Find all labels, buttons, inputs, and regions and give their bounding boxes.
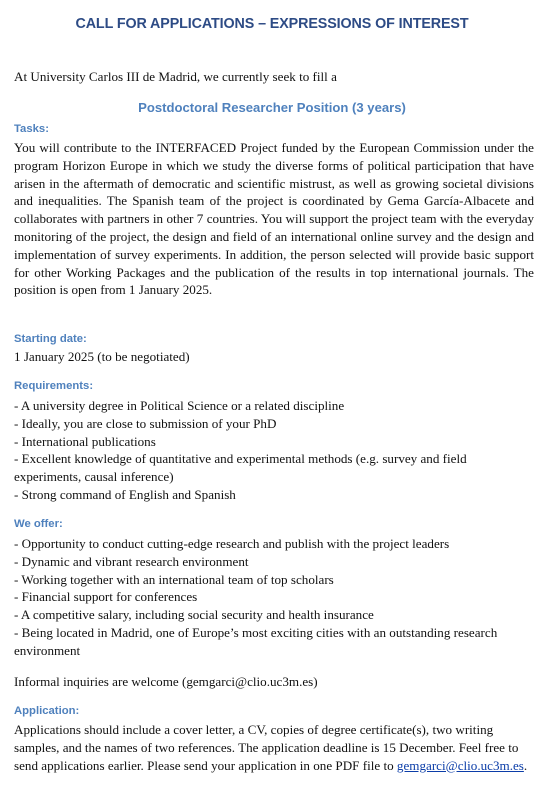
intro-text: At University Carlos III de Madrid, we currently seek to fill a [14,69,337,84]
offer-item: - A competitive salary, including social security and health insurance [14,607,374,623]
application-heading: Application: [14,705,80,717]
starting-date-heading: Starting date: [14,333,87,345]
requirements-list [14,397,534,504]
requirement-item: - Excellent knowledge of quantitative and experimental methods (e.g. survey and field experiments, causal inference) [14,451,467,485]
requirement-item: - Strong command of English and Spanish [14,486,236,502]
application-body: Applications should include a cover letter, a CV, copies of degree certificate(s), two writing samples, and the names of two references. The application deadline is 15 December. Feel free to send applications earlier. Please send your application in one PDF file to [14,722,519,773]
application-text [14,721,534,774]
inquiries-text: Informal inquiries are welcome (gemgarci@clio.uc3m.es) [14,674,318,689]
offer-item: - Working together with an international team of top scholars [14,571,334,587]
tasks-text: You will contribute to the INTERFACED Project funded by the European Commission under the program Horizon Europe in which we study the diverse forms of political participation that have arisen in the aftermath of democratic and scientific mistrust, as well as growing societal divisions and inequalities. The Spanish team of the project is coordinated by Gema García-Albacete and collaborates with partners in other 7 countries. You will support the project team with the everyday monitoring of the project, the design and field of an international online survey and the design and implementation of survey experiments. In addition, the person selected will provide basic support for other Working Packages and the publication of the results in top international journals. The position is open from 1 January 2025. [14,140,534,298]
offer-item: - Dynamic and vibrant research environment [14,553,249,569]
application-end: . [523,757,528,773]
we-offer-heading: We offer: [14,518,63,530]
tasks-heading: Tasks: [14,123,49,135]
requirement-item: - International publications [14,433,156,449]
requirement-item: - Ideally, you are close to submission of your PhD [14,415,277,431]
offer-item: - Opportunity to conduct cutting-edge research and publish with the project leaders [14,536,450,551]
offer-item: - Being located in Madrid, one of Europe’s most exciting cities with an outstanding research environment [14,624,498,658]
page-title: CALL FOR APPLICATIONS – EXPRESSIONS OF INTEREST [75,16,469,32]
offer-item: - Financial support for conferences [14,589,198,605]
position-title: Postdoctoral Researcher Position (3 years) [138,100,406,115]
we-offer-list [14,535,534,660]
starting-date-text: 1 January 2025 (to be negotiated) [14,349,190,364]
application-email-link[interactable]: gemgarci@clio.uc3m.es [396,757,524,773]
requirement-item: - A university degree in Political Science or a related discipline [14,398,345,413]
requirements-heading: Requirements: [14,380,94,392]
